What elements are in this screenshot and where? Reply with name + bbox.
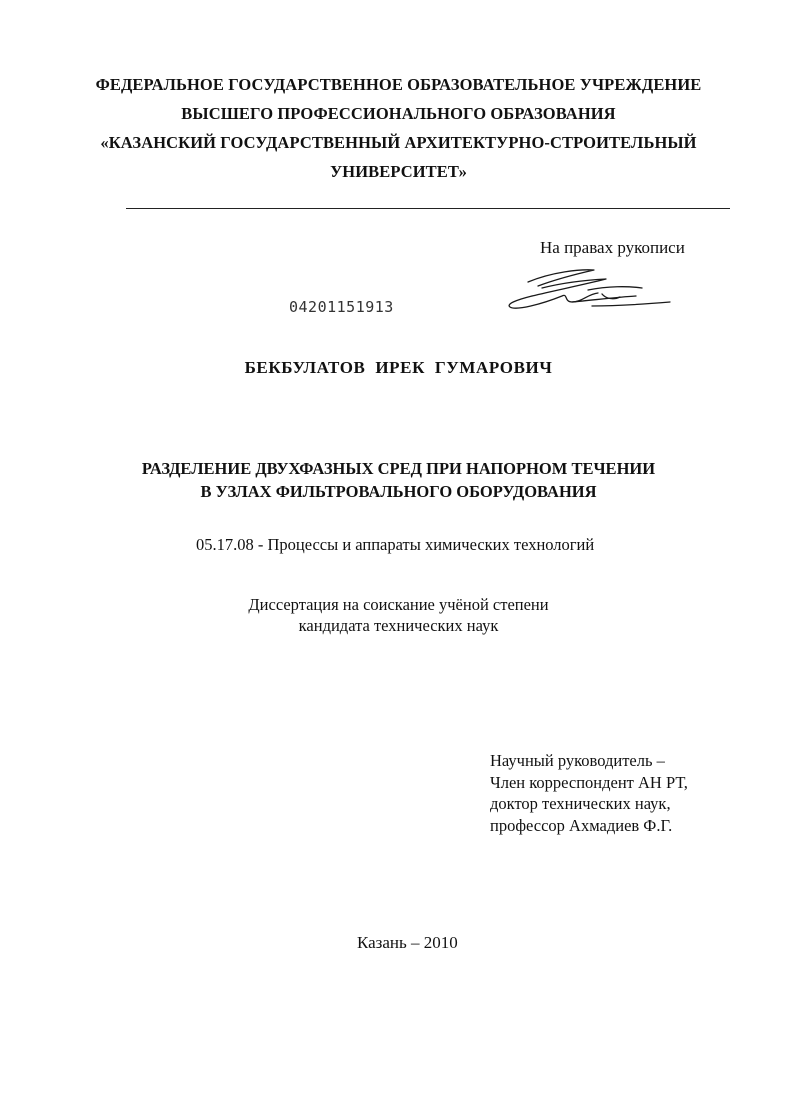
title-line-1: РАЗДЕЛЕНИЕ ДВУХФАЗНЫХ СРЕД ПРИ НАПОРНОМ ТЕЧЕНИИ (141, 459, 656, 478)
city-year: Казань – 2010 (357, 933, 458, 952)
degree-line-1: Диссертация на соискание учёной степени (248, 595, 549, 614)
author-name: БЕКБУЛАТОВ ИРЕК ГУМАРОВИЧ (244, 358, 553, 377)
specialty-code: 05.17.08 - Процессы и аппараты химических технологий (196, 535, 595, 554)
degree-line-2: кандидата технических наук (298, 616, 499, 635)
institution-line-1: ФЕДЕРАЛЬНОЕ ГОСУДАРСТВЕННОЕ ОБРАЗОВАТЕЛЬНОЕ УЧРЕЖДЕНИЕ (95, 75, 702, 94)
supervisor-line-3: доктор технических наук, (490, 794, 671, 813)
institution-line-3: «КАЗАНСКИЙ ГОСУДАРСТВЕННЫЙ АРХИТЕКТУРНО-СТРОИТЕЛЬНЫЙ (100, 133, 697, 152)
manuscript-rights-note: На правах рукописи (540, 238, 685, 257)
institution-header (60, 70, 737, 186)
institution-line-4: УНИВЕРСИТЕТ» (330, 162, 467, 181)
title-line-2: В УЗЛАХ ФИЛЬТРОВАЛЬНОГО ОБОРУДОВАНИЯ (200, 482, 597, 501)
institution-line-2: ВЫСШЕГО ПРОФЕССИОНАЛЬНОГО ОБРАЗОВАНИЯ (181, 104, 616, 123)
supervisor-line-1: Научный руководитель – (490, 751, 665, 770)
header-divider (126, 208, 730, 209)
dissertation-title (60, 457, 737, 503)
supervisor-line-2: Член корреспондент АН РТ, (490, 772, 688, 792)
degree-statement (196, 594, 601, 636)
registration-number: 04201151913 (289, 298, 394, 316)
handwritten-signature (502, 266, 674, 314)
supervisor-block (490, 750, 688, 836)
supervisor-line-4: профессор Ахмадиев Ф.Г. (490, 815, 673, 835)
